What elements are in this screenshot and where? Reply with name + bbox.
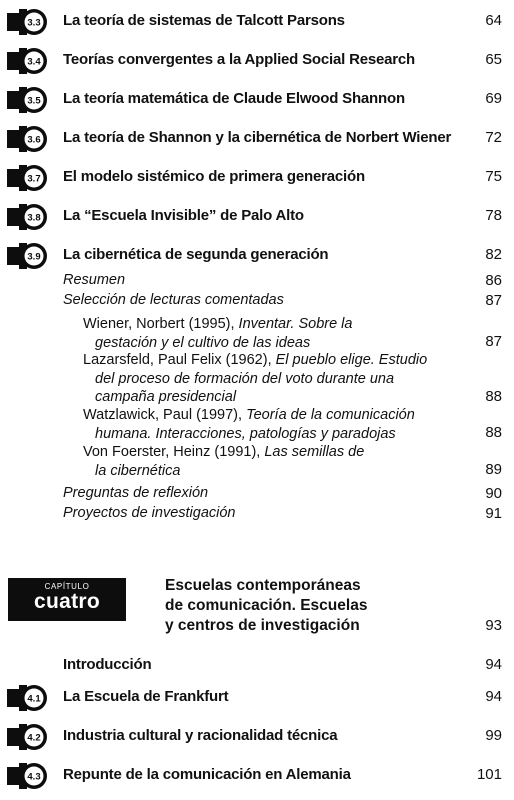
toc-entry-4-1[interactable]: [0, 683, 514, 713]
reading-entry[interactable]: [0, 351, 514, 407]
chapter-title-line: Escuelas contemporáneas: [165, 577, 361, 594]
svg-text:3.7: 3.7: [27, 173, 41, 185]
svg-text:4.3: 4.3: [27, 771, 41, 783]
section-title: La cibernética de segunda generación: [63, 246, 329, 263]
subentry-title: Preguntas de reflexión: [63, 485, 209, 501]
subentry-title: Proyectos de investigación: [63, 505, 236, 521]
section-title: La Escuela de Frankfurt: [63, 688, 229, 705]
svg-text:3.6: 3.6: [27, 134, 41, 146]
subentry-title: Resumen: [63, 272, 126, 288]
reading-title-start: Inventar. Sobre la: [238, 316, 353, 332]
section-title: La “Escuela Invisible” de Palo Alto: [63, 207, 304, 224]
section-title: Industria cultural y racionalidad técnica: [63, 727, 338, 744]
toc-entry-introduccion[interactable]: [0, 656, 514, 676]
page-number: 99: [485, 727, 502, 744]
svg-text:4.1: 4.1: [27, 693, 41, 705]
toc-entry-lecturas[interactable]: [0, 292, 514, 312]
page-number: 94: [485, 656, 502, 673]
section-title: Teorías convergentes a la Applied Social Research: [63, 51, 416, 68]
toc-entry-resumen[interactable]: [0, 272, 514, 292]
svg-text:3.5: 3.5: [27, 95, 41, 107]
section-badge-icon: [5, 46, 49, 76]
reading-entry[interactable]: [0, 315, 514, 353]
reading-title-cont: gestación y el cultivo de las ideas: [95, 334, 311, 351]
reading-title-start: El pueblo elige. Estudio: [275, 352, 428, 368]
reading-title-cont: del proceso de formación del voto durante una: [95, 370, 395, 387]
page-number: 86: [485, 272, 502, 289]
reading-author: Von Foerster, Heinz (1991),: [83, 444, 265, 460]
page-number: 88: [485, 388, 502, 405]
section-badge-icon: [5, 241, 49, 271]
toc-entry-3-5[interactable]: [0, 85, 514, 115]
reading-entry[interactable]: [0, 443, 514, 481]
reading-title-start: Teoría de la comunicación: [246, 407, 415, 423]
reading-text: [83, 443, 423, 480]
page-number: 82: [485, 246, 502, 263]
page-number: 88: [485, 424, 502, 441]
chapter-title-line: y centros de investigación: [165, 617, 360, 634]
section-badge-icon: [5, 722, 49, 752]
toc-entry-4-2[interactable]: [0, 722, 514, 752]
chapter-title-line: de comunicación. Escuelas: [165, 597, 368, 614]
toc-entry-3-3[interactable]: [0, 7, 514, 37]
chapter-number: cuatro: [34, 590, 100, 613]
page-number: 90: [485, 485, 502, 502]
section-title: El modelo sistémico de primera generación: [63, 168, 365, 185]
section-title: La teoría de sistemas de Talcott Parsons: [63, 12, 345, 29]
page-number: 87: [485, 292, 502, 309]
reading-title-cont: humana. Interacciones, patologías y paradojas: [95, 425, 396, 442]
section-badge-icon: [5, 163, 49, 193]
page-number: 78: [485, 207, 502, 224]
section-badge-icon: [5, 124, 49, 154]
reading-text: [83, 351, 443, 407]
page-number: 91: [485, 505, 502, 522]
page-number: 89: [485, 461, 502, 478]
toc-entry-3-7[interactable]: [0, 163, 514, 193]
page-number: 101: [476, 766, 502, 783]
toc-entry-preguntas[interactable]: [0, 485, 514, 505]
toc-entry-3-9[interactable]: [0, 241, 514, 271]
svg-text:3.3: 3.3: [27, 17, 41, 29]
reading-entry[interactable]: [0, 406, 514, 444]
toc-entry-proyectos[interactable]: [0, 505, 514, 525]
section-title: La teoría matemática de Claude Elwood Shannon: [63, 90, 405, 107]
page-number: 64: [485, 12, 502, 29]
reading-text: [83, 406, 443, 443]
reading-author: Wiener, Norbert (1995),: [83, 316, 239, 332]
page-number: 75: [485, 168, 502, 185]
page-number: 72: [485, 129, 502, 146]
intro-title: Introducción: [63, 656, 152, 673]
reading-title-cont: campaña presidencial: [95, 389, 237, 405]
chapter-badge: [8, 578, 126, 621]
section-badge-icon: [5, 202, 49, 232]
svg-text:3.4: 3.4: [27, 56, 41, 68]
toc-entry-4-3[interactable]: [0, 761, 514, 791]
toc-entry-3-4[interactable]: [0, 46, 514, 76]
section-title: La teoría de Shannon y la cibernética de Norbert Wiener: [63, 129, 452, 146]
section-badge-icon: [5, 683, 49, 713]
chapter-title[interactable]: [165, 576, 367, 636]
page-number: 87: [485, 333, 502, 350]
reading-author: Lazarsfeld, Paul Felix (1962),: [83, 352, 276, 368]
reading-text: [83, 315, 423, 352]
svg-text:4.2: 4.2: [27, 732, 41, 744]
chapter-page-number: 93: [485, 617, 502, 634]
page-number: 69: [485, 90, 502, 107]
toc-entry-3-8[interactable]: [0, 202, 514, 232]
reading-title-cont: la cibernética: [95, 462, 181, 479]
section-title: Repunte de la comunicación en Alemania: [63, 766, 351, 783]
reading-author: Watzlawick, Paul (1997),: [83, 407, 247, 423]
subentry-title: Selección de lecturas comentadas: [63, 292, 284, 308]
toc-entry-3-6[interactable]: [0, 124, 514, 154]
section-badge-icon: [5, 7, 49, 37]
svg-text:3.8: 3.8: [27, 212, 41, 224]
reading-title-start: Las semillas de: [264, 444, 365, 460]
page-number: 94: [485, 688, 502, 705]
section-badge-icon: [5, 761, 49, 791]
chapter-label: CAPÍTULO: [44, 582, 90, 591]
section-badge-icon: [5, 85, 49, 115]
svg-text:3.9: 3.9: [27, 251, 41, 263]
page-number: 65: [485, 51, 502, 68]
